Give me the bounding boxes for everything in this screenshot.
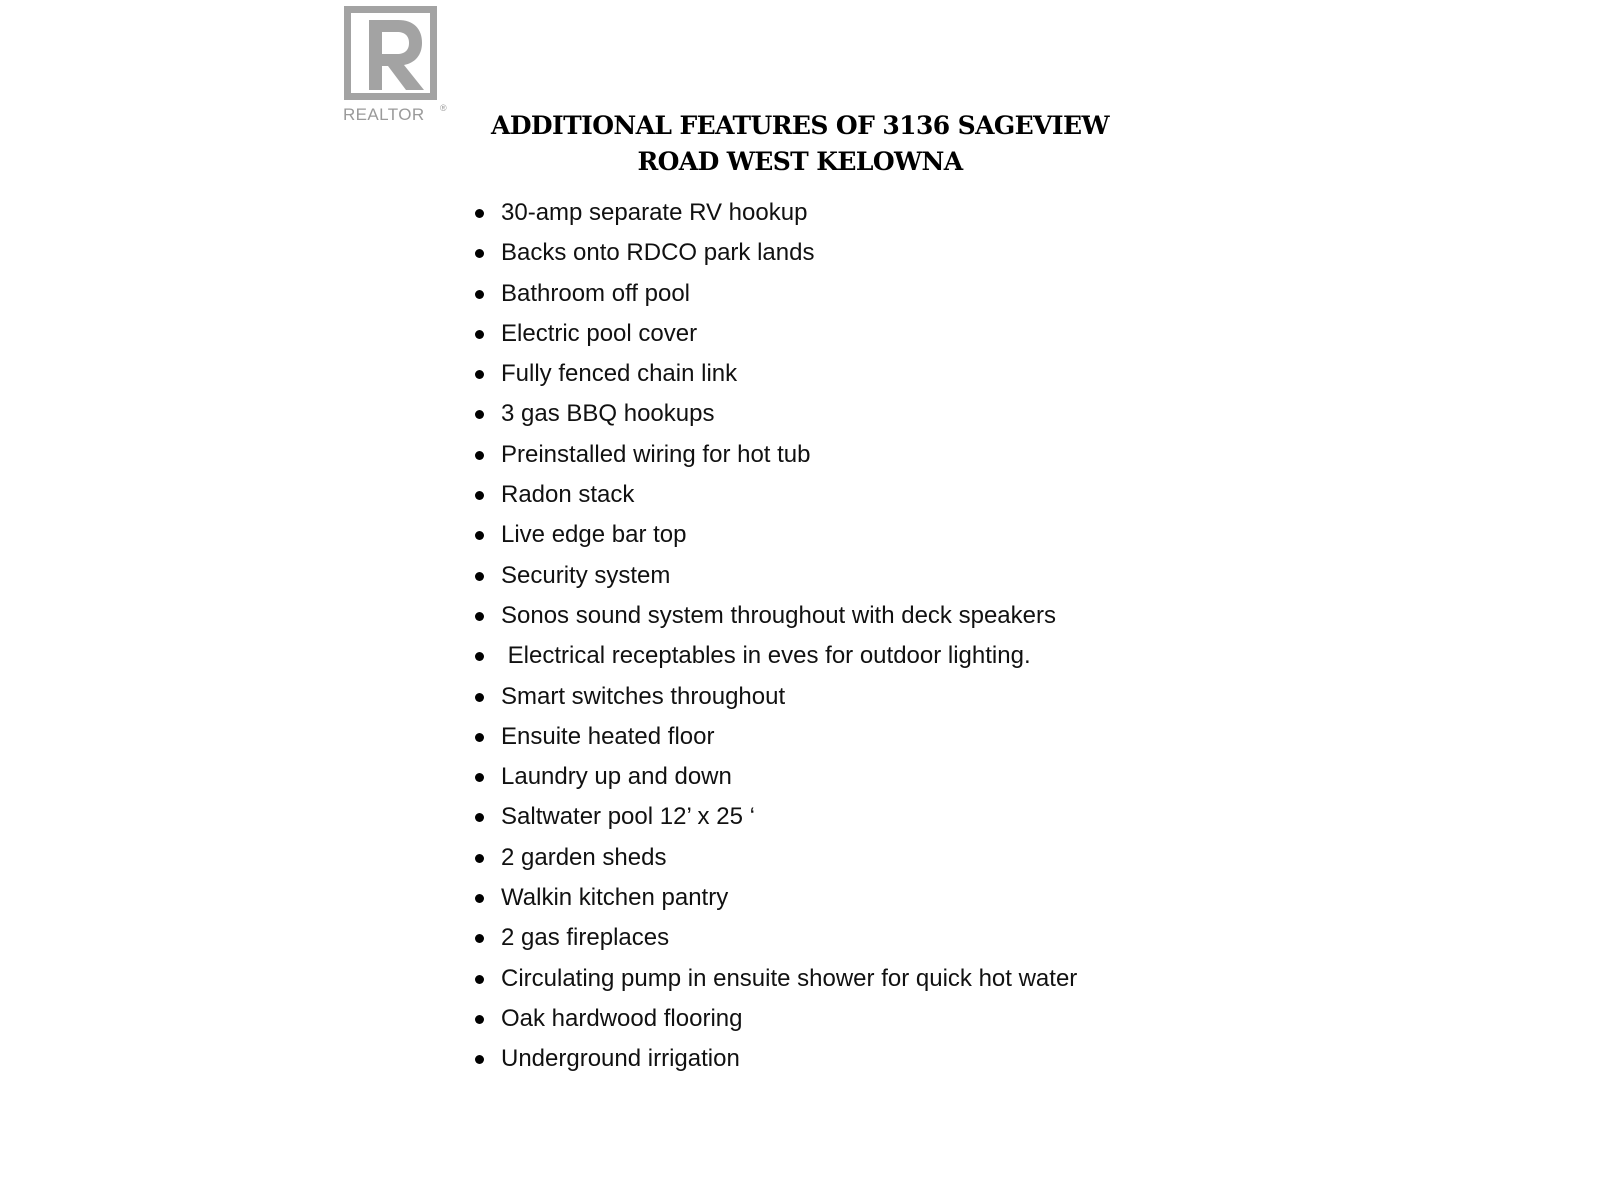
bullet-icon — [475, 209, 484, 218]
bullet-icon — [475, 773, 484, 782]
feature-text: 2 gas fireplaces — [501, 924, 670, 952]
bullet-icon — [475, 813, 484, 822]
feature-text: Laundry up and down — [501, 763, 732, 791]
list-item — [470, 797, 1077, 837]
bullet-icon — [475, 491, 484, 500]
bullet-icon — [475, 1015, 484, 1024]
page-title — [470, 108, 1130, 180]
list-item — [470, 757, 1077, 797]
feature-text: Security system — [501, 561, 671, 589]
list-item — [470, 193, 1077, 233]
feature-text: Electric pool cover — [501, 319, 698, 347]
bullet-icon — [475, 572, 484, 581]
bullet-icon — [475, 290, 484, 299]
feature-text: Saltwater pool 12’ x 25 ‘ — [501, 803, 755, 831]
list-item — [470, 274, 1077, 314]
feature-text: Backs onto RDCO park lands — [501, 239, 815, 267]
list-item — [470, 838, 1077, 878]
feature-text: Radon stack — [501, 481, 635, 509]
list-item — [470, 1039, 1077, 1079]
feature-text: Oak hardwood flooring — [501, 1004, 743, 1032]
feature-text: 3 gas BBQ hookups — [501, 400, 715, 428]
feature-text: Fully fenced chain link — [501, 360, 738, 388]
realtor-r-mark-icon — [344, 6, 437, 100]
list-item — [470, 878, 1077, 918]
list-item — [470, 999, 1077, 1039]
bullet-icon — [475, 894, 484, 903]
bullet-icon — [475, 249, 484, 258]
list-item — [470, 636, 1077, 676]
list-item — [470, 435, 1077, 475]
list-item — [470, 959, 1077, 999]
bullet-icon — [475, 975, 484, 984]
bullet-icon — [475, 330, 484, 339]
bullet-icon — [475, 652, 484, 661]
features-list — [470, 193, 1077, 1080]
feature-text: Circulating pump in ensuite shower for quick hot water — [501, 964, 1078, 992]
list-item — [470, 354, 1077, 394]
feature-text: Underground irrigation — [501, 1045, 740, 1073]
list-item — [470, 233, 1077, 273]
list-item — [470, 918, 1077, 958]
bullet-icon — [475, 531, 484, 540]
bullet-icon — [475, 934, 484, 943]
list-item — [470, 596, 1077, 636]
feature-text: Walkin kitchen pantry — [501, 884, 729, 912]
feature-text: 2 garden sheds — [501, 843, 667, 871]
registered-mark: ® — [440, 103, 447, 113]
list-item — [470, 556, 1077, 596]
bullet-icon — [475, 854, 484, 863]
feature-text: Bathroom off pool — [501, 279, 691, 307]
bullet-icon — [475, 693, 484, 702]
feature-text: Smart switches throughout — [501, 682, 786, 710]
feature-text: 30-amp separate RV hookup — [501, 199, 808, 226]
list-item — [470, 394, 1077, 434]
realtor-wordmark: REALTOR — [343, 105, 425, 124]
list-item — [470, 515, 1077, 555]
feature-text: Live edge bar top — [501, 521, 687, 549]
bullet-icon — [475, 451, 484, 460]
list-item — [470, 677, 1077, 717]
bullet-icon — [475, 370, 484, 379]
feature-text: Electrical receptables in eves for outdoor lighting. — [501, 642, 1031, 670]
bullet-icon — [475, 410, 484, 419]
feature-text: Preinstalled wiring for hot tub — [501, 440, 811, 468]
bullet-icon — [475, 733, 484, 742]
list-item — [470, 314, 1077, 354]
title-line-1: ADDITIONAL FEATURES OF 3136 SAGEVIEW — [491, 111, 1109, 140]
list-item — [470, 475, 1077, 515]
bullet-icon — [475, 1055, 484, 1064]
feature-text: Sonos sound system throughout with deck speakers — [501, 601, 1056, 629]
bullet-icon — [475, 612, 484, 621]
list-item — [470, 717, 1077, 757]
title-line-2: ROAD WEST KELOWNA — [637, 147, 963, 176]
feature-text: Ensuite heated floor — [501, 722, 715, 750]
realtor-logo — [343, 6, 455, 128]
